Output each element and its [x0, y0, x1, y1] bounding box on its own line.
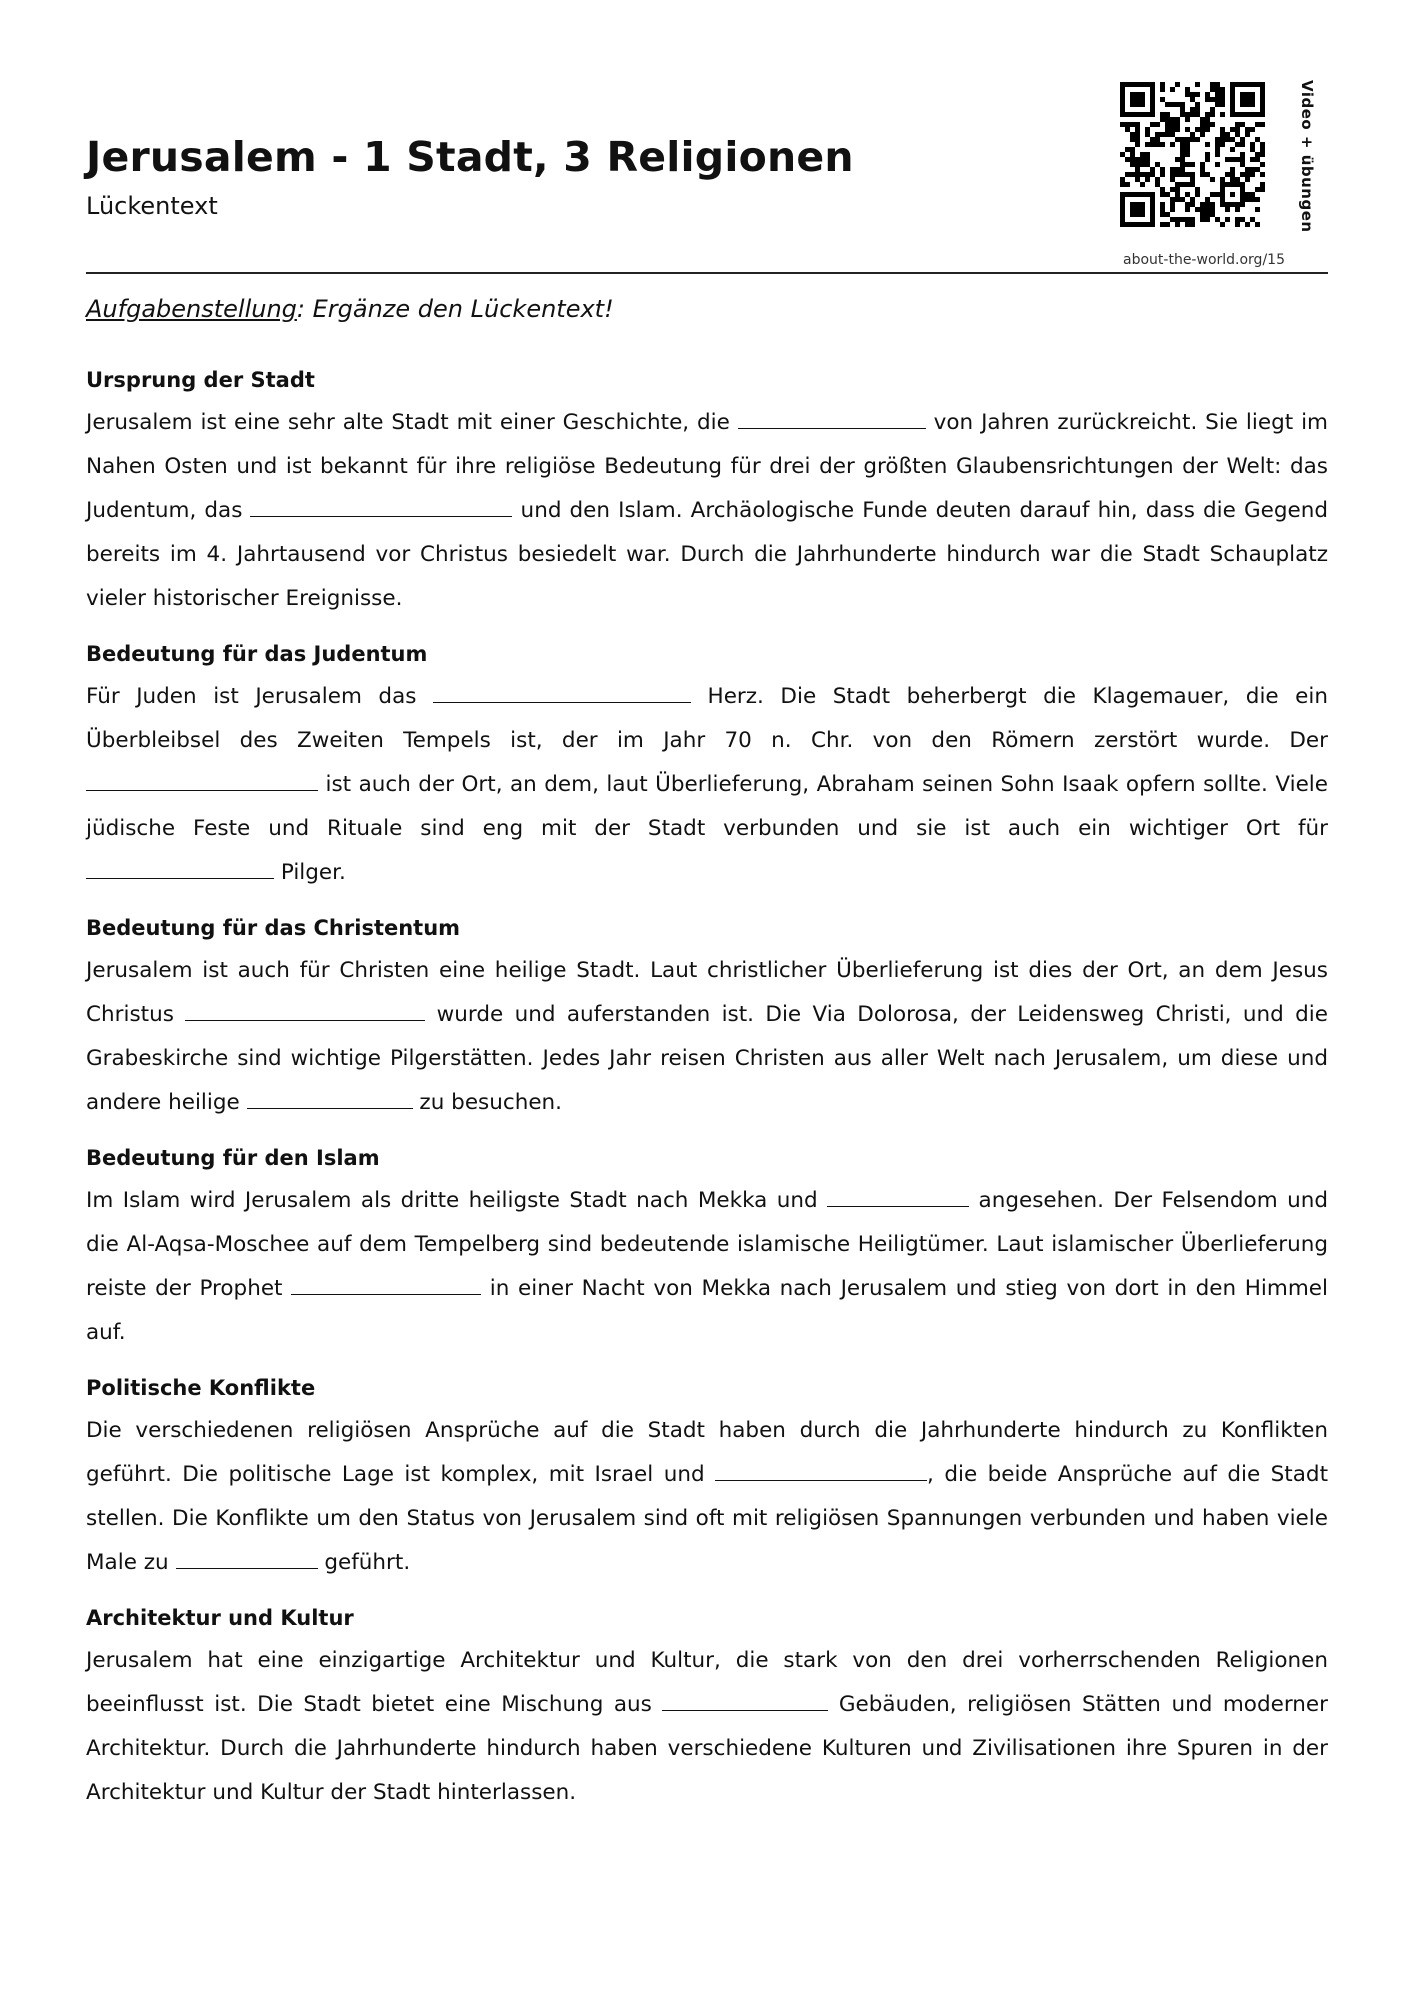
- page-subtitle: Lückentext: [86, 192, 218, 220]
- blank-field[interactable]: [662, 1686, 828, 1711]
- text-run: Herz. Die Stadt beherbergt die Klagemauer, die ein Überbleibsel des Zweiten Tempels ist, der im Jahr 70 n. Chr. von den Römern zerstört wurde. Der: [86, 684, 1329, 753]
- text-run: Jerusalem ist eine sehr alte Stadt mit einer Geschichte, die: [86, 410, 738, 435]
- section-paragraph: [86, 1639, 1328, 1815]
- blank-field[interactable]: [176, 1544, 318, 1569]
- blank-field[interactable]: [250, 492, 512, 517]
- text-run: , die beide Ansprüche auf die Stadt stellen. Die Konflikte um den Status von Jerusalem sind oft mit religiösen Spannungen verbunden und haben viele Male zu: [86, 1462, 1328, 1575]
- qr-code-block[interactable]: [1120, 82, 1285, 268]
- qr-code-icon[interactable]: [1120, 82, 1265, 227]
- section-heading: Bedeutung für den Islam: [86, 1146, 380, 1170]
- blank-field[interactable]: [247, 1084, 413, 1109]
- section-paragraph: [86, 1409, 1328, 1585]
- text-run: und den Islam. Archäologische Funde deuten darauf hin, dass die Gegend bereits im 4. Jahrtausend vor Christus besiedelt war. Durch die Jahrhunderte hindurch war die Stadt Schauplatz vieler historischer Ereignisse.: [86, 498, 1328, 611]
- text-run: Jerusalem hat eine einzigartige Architektur und Kultur, die stark von den drei vorherrschenden Religionen beeinflusst ist. Die Stadt bietet eine Mischung aus: [86, 1648, 1328, 1717]
- blank-field[interactable]: [86, 854, 274, 879]
- blank-field[interactable]: [185, 996, 425, 1021]
- text-run: von Jahren zurückreicht. Sie liegt im Nahen Osten und ist bekannt für ihre religiöse Bedeutung für drei der größten Glaubensrichtungen der Welt: das Judentum, das: [86, 410, 1328, 523]
- qr-url: about-the-world.org/15: [1123, 252, 1285, 268]
- task-instruction: [86, 295, 614, 323]
- section-heading: Ursprung der Stadt: [86, 368, 315, 392]
- section-paragraph: [86, 1179, 1328, 1355]
- section-heading: Architektur und Kultur: [86, 1606, 354, 1630]
- task-text: : Ergänze den Lückentext!: [296, 295, 614, 323]
- section-architektur: [86, 1603, 1328, 1815]
- worksheet-page: [86, 0, 1328, 2000]
- section-christentum: [86, 913, 1328, 1125]
- blank-field[interactable]: [715, 1456, 927, 1481]
- text-run: Im Islam wird Jerusalem als dritte heiligste Stadt nach Mekka und: [86, 1188, 828, 1213]
- text-run: ist auch der Ort, an dem, laut Überlieferung, Abraham seinen Sohn Isaak opfern sollte. Viele jüdische Feste und Rituale sind eng mit der Stadt verbunden und sie ist auch ein wichtiger Ort für: [86, 772, 1328, 841]
- blank-field[interactable]: [291, 1270, 481, 1295]
- section-paragraph: [86, 675, 1328, 895]
- sections-container: [86, 365, 1328, 1833]
- section-heading: Politische Konflikte: [86, 1376, 316, 1400]
- text-run: Pilger.: [274, 860, 346, 885]
- section-heading: Bedeutung für das Judentum: [86, 642, 428, 666]
- section-judentum: [86, 639, 1328, 895]
- task-label: Aufgabenstellung: [86, 295, 297, 323]
- page-title: Jerusalem - 1 Stadt, 3 Religionen: [86, 133, 854, 181]
- text-run: Für Juden ist Jerusalem das: [86, 684, 433, 709]
- section-islam: [86, 1143, 1328, 1355]
- text-run: geführt.: [317, 1550, 411, 1575]
- section-heading: Bedeutung für das Christentum: [86, 916, 461, 940]
- qr-side-label: Video + übungen: [1298, 80, 1316, 233]
- text-run: Jerusalem ist auch für Christen eine heilige Stadt. Laut christlicher Überlieferung ist dies der Ort, an dem Jesus Christus: [86, 958, 1328, 1027]
- text-run: Die verschiedenen religiösen Ansprüche auf die Stadt haben durch die Jahrhunderte hindurch zu Konflikten geführt. Die politische Lage ist komplex, mit Israel und: [86, 1418, 1328, 1487]
- section-ursprung: [86, 365, 1328, 621]
- blank-field[interactable]: [738, 404, 926, 429]
- blank-field[interactable]: [86, 766, 318, 791]
- blank-field[interactable]: [433, 678, 691, 703]
- text-run: angesehen. Der Felsendom und die Al-Aqsa-Moschee auf dem Tempelberg sind bedeutende islamische Heiligtümer. Laut islamischer Überlieferung reiste der Prophet: [86, 1188, 1328, 1301]
- text-run: wurde und auferstanden ist. Die Via Dolorosa, der Leidensweg Christi, und die Grabeskirche sind wichtige Pilgerstätten. Jedes Jahr reisen Christen aus aller Welt nach Jerusalem, um diese und andere heilige: [86, 1002, 1328, 1115]
- section-paragraph: [86, 401, 1328, 621]
- blank-field[interactable]: [827, 1182, 969, 1207]
- section-paragraph: [86, 949, 1328, 1125]
- text-run: zu besuchen.: [412, 1090, 563, 1115]
- header-divider: [86, 272, 1328, 274]
- text-run: in einer Nacht von Mekka nach Jerusalem und stieg von dort in den Himmel auf.: [86, 1276, 1328, 1345]
- text-run: Gebäuden, religiösen Stätten und moderner Architektur. Durch die Jahrhunderte hindurch haben verschiedene Kulturen und Zivilisationen ihre Spuren in der Architektur und Kultur der Stadt hinterlassen.: [86, 1692, 1328, 1805]
- section-politik: [86, 1373, 1328, 1585]
